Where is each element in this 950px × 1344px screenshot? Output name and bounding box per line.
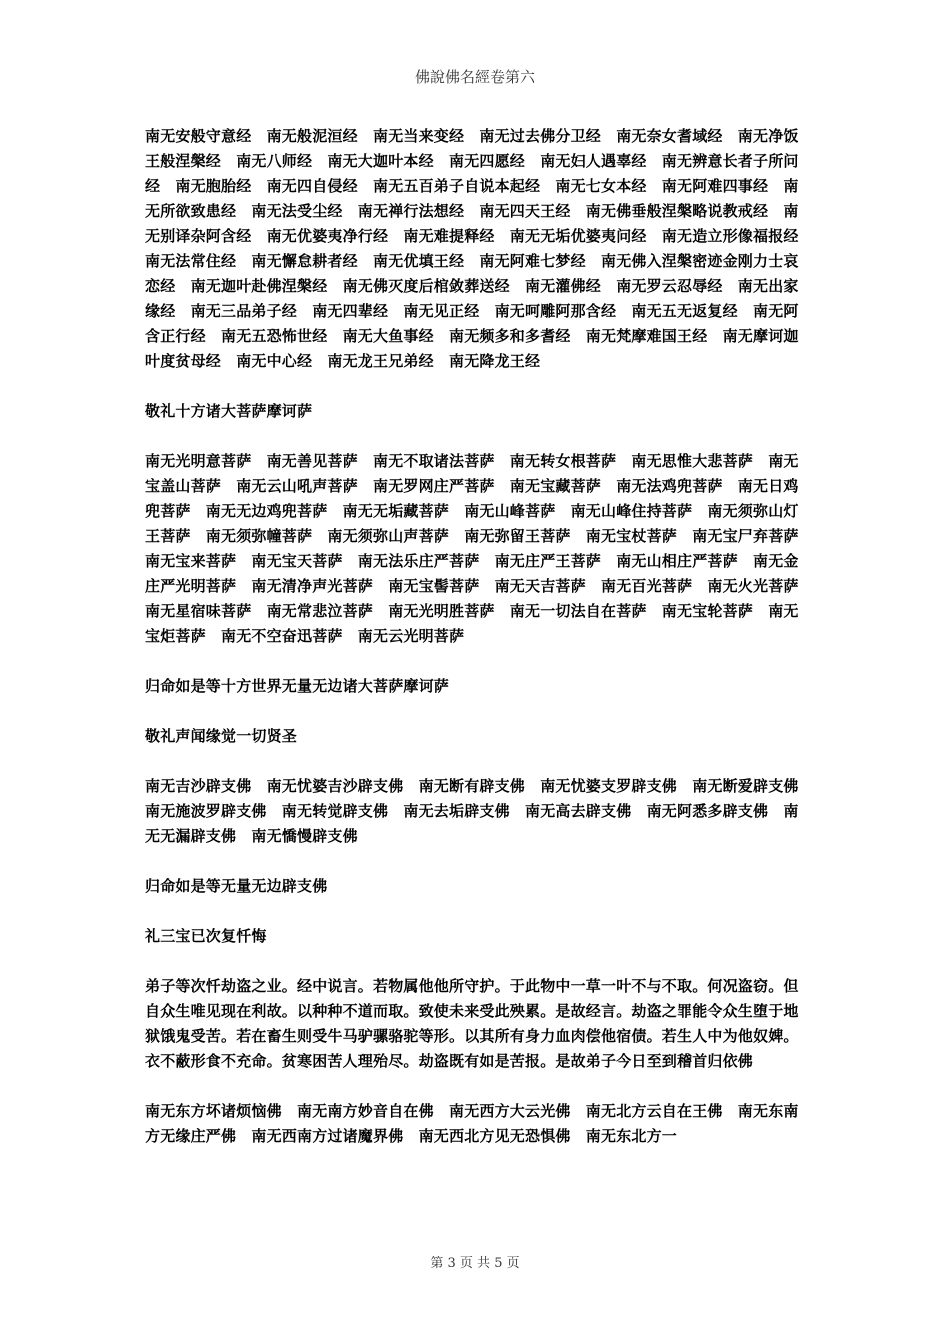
paragraph-spacer	[145, 899, 809, 924]
pratyekabuddha-list-paragraph: 南无吉沙辟支佛 南无忧婆吉沙辟支佛 南无断有辟支佛 南无忧婆支罗辟支佛 南无断爱辟支佛 南无施波罗辟支佛 南无转觉辟支佛 南无去垢辟支佛 南无高去辟支佛 南无阿悉多辟支佛 南无无漏辟支佛 南无憍慢辟支佛	[145, 777, 814, 845]
paragraph-spacer	[145, 1074, 809, 1099]
sravaka-heading: 敬礼声闻缘觉一切贤圣	[145, 727, 298, 745]
repentance-text-paragraph: 弟子等次忏劫盗之业。经中说言。若物属他他所守护。于此物中一草一叶不与不取。何况盗窃。但自众生唯见现在利故。以种种不道而取。致使未来受此殃累。是故经言。劫盗之罪能令众生堕于地狱饿鬼受苦。若在畜生则受牛马驴骡骆驼等形。以其所有身力血肉偿他宿债。若生人中为他奴婢。衣不蔽形食不充命。贫寒困苦人理殆尽。劫盗既有如是苦报。是故弟子今日至到稽首归依佛	[145, 977, 799, 1070]
bodhisattva-list-paragraph: 南无光明意菩萨 南无善见菩萨 南无不取诸法菩萨 南无转女根菩萨 南无思惟大悲菩萨 南无宝盖山菩萨 南无云山吼声菩萨 南无罗网庄严菩萨 南无宝藏菩萨 南无法鸡兜菩萨 南无日鸡兜菩萨 南无无边鸡兜菩萨 南无无垢藏菩萨 南无山峰菩萨 南无山峰住持菩萨 南无须弥山灯王菩萨 南无须弥幢菩萨 南无须弥山声菩萨 南无弥留王菩萨 南无宝杖菩萨 南无宝尸弃菩萨 南无宝来菩萨 南无宝天菩萨 南无法乐庄严菩萨 南无庄严王菩萨 南无山相庄严菩萨 南无金庄严光明菩萨 南无清净声光菩萨 南无宝髻菩萨 南无天吉菩萨 南无百光菩萨 南无火光菩萨 南无星宿味菩萨 南无常悲泣菩萨 南无光明胜菩萨 南无一切法自在菩萨 南无宝轮菩萨 南无宝炬菩萨 南无不空奋迅菩萨 南无云光明菩萨	[145, 452, 814, 645]
document-body	[145, 124, 814, 1149]
paragraph-spacer	[145, 699, 809, 724]
paragraph-spacer	[145, 374, 809, 399]
bodhisattva-refuge-line: 归命如是等十方世界无量无边诸大菩萨摩诃萨	[145, 677, 450, 695]
sutra-list-paragraph: 南无安般守意经 南无般泥洹经 南无当来变经 南无过去佛分卫经 南无奈女耆域经 南无净饭王般涅槃经 南无八师经 南无大迦叶本经 南无四愿经 南无妇人遇辜经 南无辨意长者子所问经 南无胞胎经 南无四自侵经 南无五百弟子自说本起经 南无七女本经 南无阿难四事经 南无所欲致患经 南无法受尘经 南无禅行法想经 南无四天王经 南无佛垂般涅槃略说教戒经 南无别译杂阿含经 南无优婆夷净行经 南无难提释经 南无无垢优婆夷问经 南无造立形像福报经 南无法常住经 南无懈怠耕者经 南无优填王经 南无阿难七梦经 南无佛入涅槃密迹金刚力士哀恋经 南无迦叶赴佛涅槃经 南无佛灭度后棺敛葬送经 南无灌佛经 南无罗云忍辱经 南无出家缘经 南无三品弟子经 南无四辈经 南无见正经 南无呵雕阿那含经 南无五无返复经 南无阿含正行经 南无五恐怖世经 南无大鱼事经 南无频多和多耆经 南无梵摩难国王经 南无摩诃迦叶度贫母经 南无中心经 南无龙王兄弟经 南无降龙王经	[145, 127, 814, 370]
paragraph-spacer	[145, 749, 809, 774]
page-number-footer: 第 3 页 共 5 页	[430, 1256, 520, 1271]
pratyekabuddha-refuge-line: 归命如是等无量无边辟支佛	[145, 877, 328, 895]
page-header-title: 佛說佛名經卷第六	[414, 68, 535, 86]
paragraph-spacer	[145, 424, 809, 449]
paragraph-spacer	[145, 949, 809, 974]
paragraph-spacer	[145, 649, 809, 674]
buddha-directions-paragraph: 南无东方坏诸烦恼佛 南无南方妙音自在佛 南无西方大云光佛 南无北方云自在王佛 南无东南方无缘庄严佛 南无西南方过诸魔界佛 南无西北方见无恐惧佛 南无东北方一	[145, 1102, 799, 1145]
repentance-heading: 礼三宝已次复忏悔	[145, 927, 267, 945]
paragraph-spacer	[145, 849, 809, 874]
bodhisattva-heading: 敬礼十方诸大菩萨摩诃萨	[145, 402, 313, 420]
